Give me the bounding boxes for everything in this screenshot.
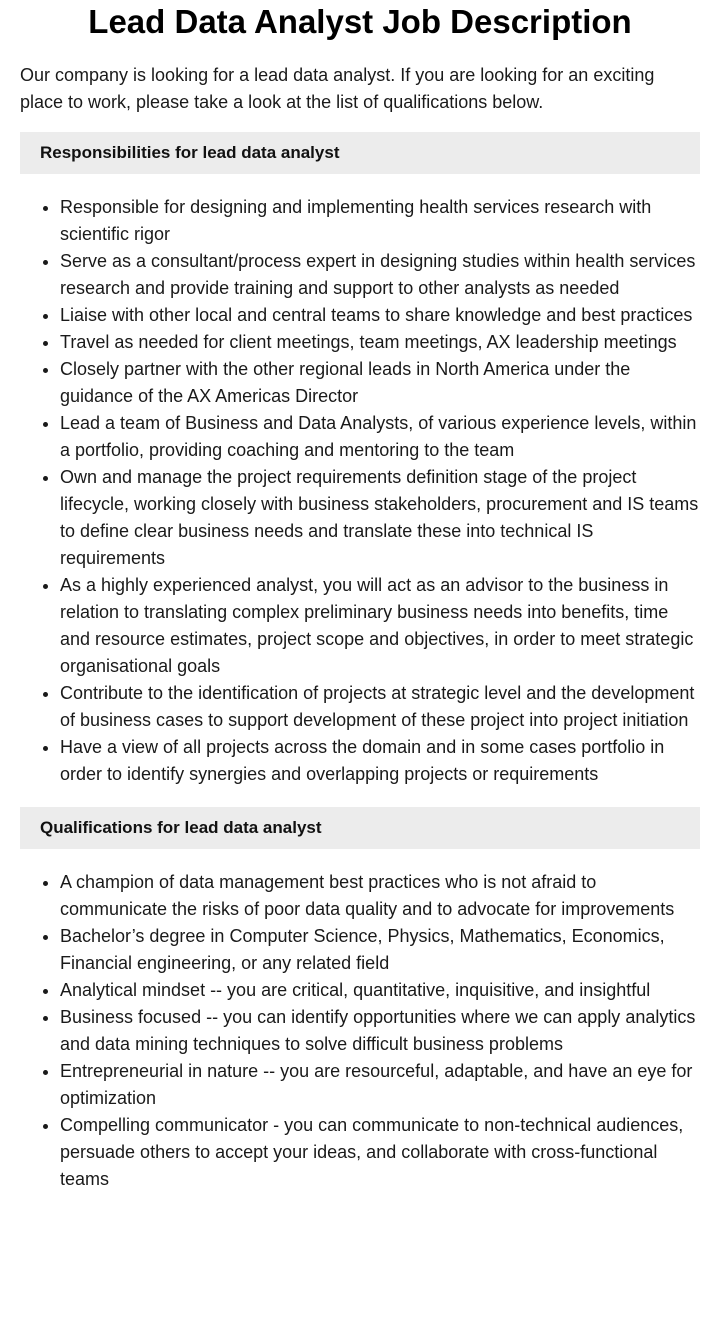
list-item: • Liaise with other local and central teams to share knowledge and best practices [60,302,700,329]
list-item: • Bachelor’s degree in Computer Science, Physics, Mathematics, Economics, Financial engineering, or any related field [60,923,700,977]
list-item: • Closely partner with the other regional leads in North America under the guidance of the AX Americas Director [60,356,700,410]
intro-paragraph: Our company is looking for a lead data analyst. If you are looking for an exciting place to work, please take a look at the list of qualifications below. [20,65,655,112]
responsibilities-heading: Responsibilities for lead data analyst [20,132,700,174]
list-item: • Compelling communicator - you can communicate to non-technical audiences, persuade others to accept your ideas, and collaborate with cross-functional teams [60,1112,700,1193]
list-item: • A champion of data management best practices who is not afraid to communicate the risks of poor data quality and to advocate for improvements [60,869,700,923]
page-title: Lead Data Analyst Job Description [88,3,632,40]
list-item: • Contribute to the identification of projects at strategic level and the development of business cases to support development of these project into project initiation [60,680,700,734]
qualifications-section [20,807,700,1193]
list-item: • Have a view of all projects across the domain and in some cases portfolio in order to identify synergies and overlapping projects or requirements [60,734,700,788]
list-item: • Responsible for designing and implementing health services research with scientific rigor [60,194,700,248]
list-item: • Entrepreneurial in nature -- you are resourceful, adaptable, and have an eye for optimization [60,1058,700,1112]
list-item: • Own and manage the project requirements definition stage of the project lifecycle, working closely with business stakeholders, procurement and IS teams to define clear business needs and translate these into technical IS requirements [60,464,700,572]
responsibilities-list [20,194,700,788]
qualifications-heading: Qualifications for lead data analyst [20,807,700,849]
responsibilities-section [20,132,700,788]
list-item: • Travel as needed for client meetings, team meetings, AX leadership meetings [60,329,700,356]
list-item: • Serve as a consultant/process expert in designing studies within health services research and provide training and support to other analysts as needed [60,248,700,302]
list-item: • Lead a team of Business and Data Analysts, of various experience levels, within a portfolio, providing coaching and mentoring to the team [60,410,700,464]
qualifications-list [20,869,700,1193]
list-item: • As a highly experienced analyst, you will act as an advisor to the business in relation to translating complex preliminary business needs into benefits, time and resource estimates, project scope and objectives, in order to meet strategic organisational goals [60,572,700,680]
list-item: • Analytical mindset -- you are critical, quantitative, inquisitive, and insightful [60,977,700,1004]
list-item: • Business focused -- you can identify opportunities where we can apply analytics and data mining techniques to solve difficult business problems [60,1004,700,1058]
